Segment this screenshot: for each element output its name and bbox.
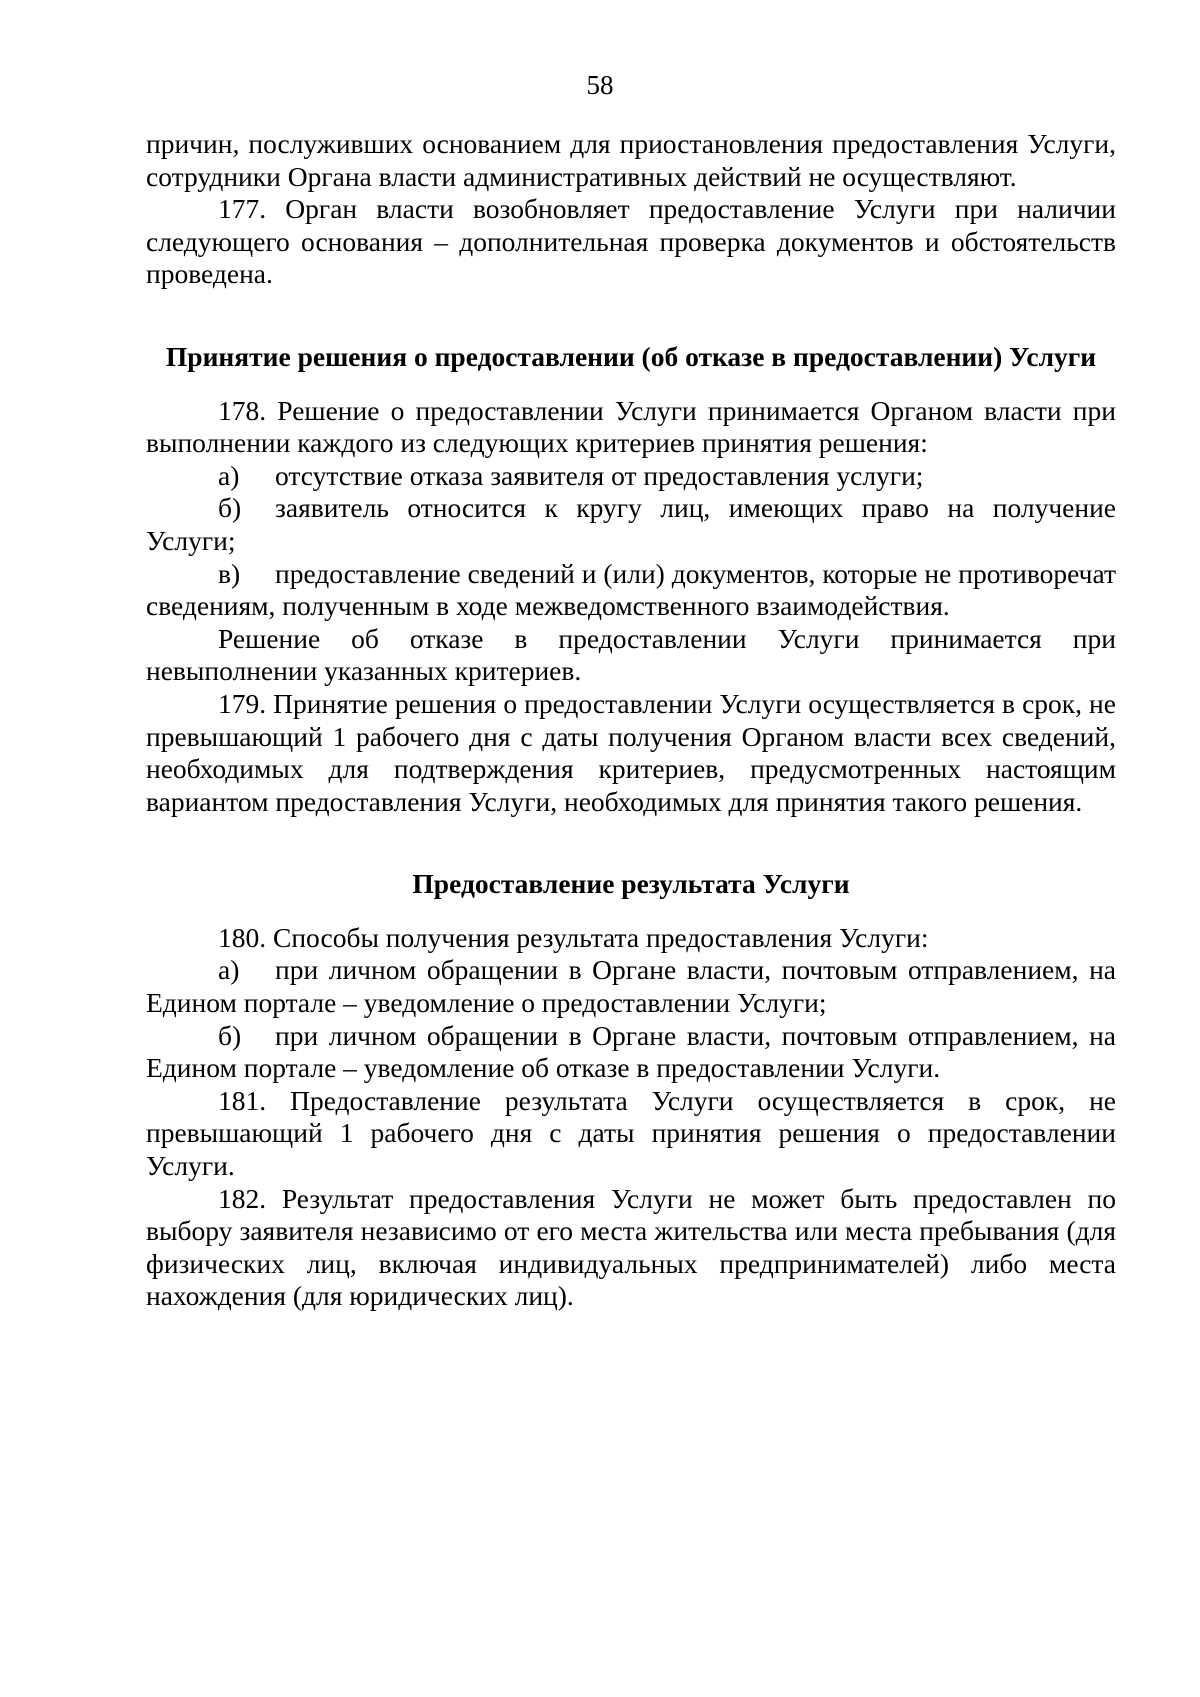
list-marker: б) — [218, 492, 242, 524]
section-heading-result: Предоставление результата Услуги — [412, 868, 850, 900]
list-item-text: при личном обращении в Органе власти, почтовым отправлением, на Едином портале – уведомление об отказе в предоставлении Услуги. — [146, 1019, 1116, 1084]
paragraph-178: 178. Решение о предоставлении Услуги принимается Органом власти при выполнении каждого из следующих критериев принятия решения: — [146, 394, 1116, 459]
list-marker: а) — [218, 459, 240, 491]
list-item-text: отсутствие отказа заявителя от предоставления услуги; — [275, 459, 924, 491]
list-item-a — [146, 954, 1116, 1019]
paragraph-continuation: причин, послуживших основанием для приостановления предоставления Услуги, сотрудники Органа власти административных действий не осуществляют. — [146, 128, 1116, 192]
list-marker: б) — [218, 1019, 242, 1051]
paragraph-refusal: Решение об отказе в предоставлении Услуги принимается при невыполнении указанных критериев. — [146, 622, 1116, 687]
list-item-b — [146, 1020, 1116, 1085]
list-marker: в) — [218, 557, 241, 589]
document-body — [146, 128, 1116, 1313]
list-marker: а) — [218, 954, 240, 986]
page-number: 58 — [586, 70, 614, 100]
list-item-text: заявитель относится к кругу лиц, имеющих право на получение Услуги; — [146, 492, 1116, 556]
list-item-b — [146, 492, 1116, 557]
list-item-v — [146, 558, 1116, 623]
paragraph-181: 181. Предоставление результата Услуги осуществляется в срок, не превышающий 1 рабочего дня с даты принятия решения о предоставлении Услуги. — [146, 1084, 1116, 1182]
paragraph-180: 180. Способы получения результата предоставления Услуги: — [218, 921, 929, 953]
paragraph-177: 177. Орган власти возобновляет предоставление Услуги при наличии следующего основания – дополнительная проверка документов и обстоятельств проведена. — [146, 193, 1116, 290]
list-item-text: при личном обращении в Органе власти, почтовым отправлением, на Едином портале – уведомление о предоставлении Услуги; — [146, 954, 1116, 1019]
paragraph-179: 179. Принятие решения о предоставлении Услуги осуществляется в срок, не превышающий 1 рабочего дня с даты получения Органом власти всех сведений, необходимых для подтверждения критериев, предусмотренных настоящим вариантом предоставления Услуги, необходимых для принятия такого решения. — [146, 687, 1116, 817]
list-item-a — [146, 460, 1116, 493]
paragraph-182: 182. Результат предоставления Услуги не может быть предоставлен по выбору заявителя независимо от его места жительства или места пребывания (для физических лиц, включая индивидуальных предпринимателей) либо места нахождения (для юридических лиц). — [146, 1182, 1116, 1312]
section-heading-decision: Принятие решения о предоставлении (об отказе в предоставлении) Услуги — [165, 340, 1097, 372]
list-item-text: предоставление сведений и (или) документов, которые не противоречат сведениям, полученным в ходе межведомственного взаимодействия. — [146, 557, 1116, 622]
